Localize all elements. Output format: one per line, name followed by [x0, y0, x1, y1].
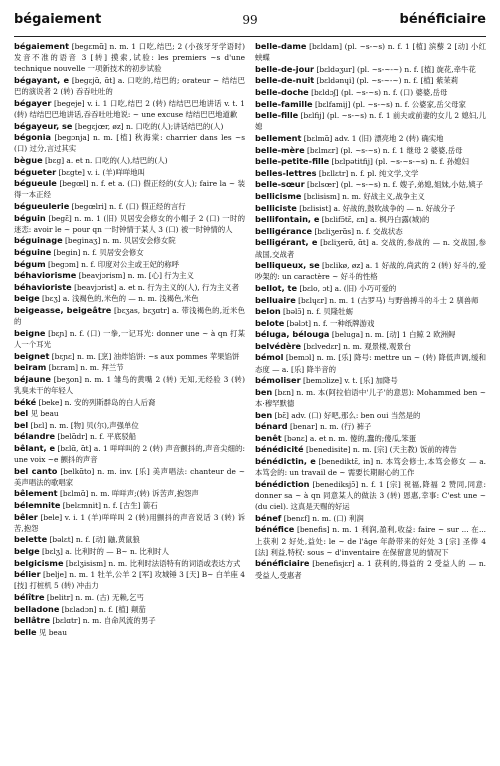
entry-definition: [belɛmnit] n. f. [古生] 箭石	[62, 501, 158, 511]
entry-headword: béhavioriste	[14, 281, 72, 292]
entry-definition: [bɛ̃] adv. (口) 好吧,那么: ben oui 当然是的	[274, 410, 421, 420]
entry-definition: [begeje] v. i. 1 口吃,结巴 2 (转) 结结巴巴地讲话 v. t. 1 (转) 结结巴巴地讲话,吞吞吐吐地说: ~ une excuse 结结巴巴地道歉	[14, 98, 245, 119]
dictionary-entry	[255, 191, 486, 202]
entry-headword: ben	[255, 386, 273, 397]
dictionary-entry	[255, 295, 486, 306]
entry-headword: béguin	[14, 212, 46, 223]
entry-definition: [bɛlmɛr] (pl. ~s-~s) n. f. 1 继母 2 婆婆,岳母	[307, 145, 463, 155]
entry-headword: béguine	[14, 246, 52, 257]
entry-definition: [bɛlikø, øz] a. 1 好战的,尚武的 2 (转) 好斗的,爱吵架的: un caractère ~ 好斗的性格	[255, 261, 486, 282]
entry-definition: [bɛlʒisism] n. m. 比利时法语特有的词语或表达方式	[65, 558, 241, 568]
entry-headword: bégueule	[14, 178, 57, 189]
entry-headword: béhaviorisme	[14, 270, 77, 281]
entry-definition: [bɛɲɛ] n. m. [烹] 油炸馅饼: ~s aux pommes 苹果馅饼	[51, 351, 240, 361]
entry-headword: bélemnite	[14, 500, 61, 511]
entry-headword: belgicisme	[14, 557, 64, 568]
dictionary-entry	[14, 155, 245, 166]
dictionary-entry	[14, 213, 245, 235]
entry-headword: bégaiement	[14, 41, 69, 51]
entry-definition: [bɛldənɥi] (pl. ~s-~-~) n. f. [植] 紫茉莉	[316, 76, 459, 86]
entry-definition: [beavjɔrism] n. m. [心] 行为主义	[78, 271, 194, 281]
dictionary-entry	[14, 488, 245, 499]
entry-headword: beigeasse, beigeâtre	[14, 304, 112, 315]
entry-definition: [bɛlifɔ̃tɛ̃, ɛn] a. 枫丹白露(城)的	[321, 215, 430, 225]
entry-definition: [beginaʒ] n. m. 贝居安会修女院	[65, 236, 176, 246]
entry-definition: [belkɑ̃to] n. m. inv. [乐] 美声唱法: chanteur de ~ 美声唱法的歌唱家	[14, 466, 245, 487]
dictionary-entry	[14, 167, 245, 178]
entry-headword: bel	[14, 419, 29, 430]
entry-headword: bémol	[255, 352, 284, 363]
entry-headword: belle-de-jour	[255, 63, 315, 74]
dictionary-entry	[14, 604, 245, 615]
dictionary-entry	[14, 431, 245, 442]
dictionary-entry	[255, 341, 486, 352]
entry-headword: benêt	[255, 432, 282, 443]
entry-headword: bellâtre	[14, 615, 51, 626]
entry-definition: [bɛlfamij] (pl. ~s-~s) n. f. 公婆家,岳父母家	[314, 99, 466, 109]
dictionary-entry	[255, 110, 486, 132]
dictionary-entry	[14, 247, 245, 258]
dictionary-entry	[255, 75, 486, 86]
entry-headword: belligérance	[255, 225, 313, 236]
entry-headword: bêlant, e	[14, 442, 56, 453]
entry-headword: bénédicité	[255, 444, 304, 455]
entry-definition: [bɛlisism] n. m. 好战主义,战争主义	[303, 191, 425, 201]
entry-headword: beige	[14, 293, 40, 304]
columns	[14, 41, 486, 759]
entry-headword: bellement	[255, 132, 302, 143]
entry-headword: bélandre	[14, 431, 56, 442]
entry-definition: [bemɔlize] v. t. [乐] 加降号	[303, 376, 398, 386]
entry-headword: bellot, te	[255, 282, 297, 293]
entry-definition: [bəlɔt] n. f. 一种纸牌游戏	[286, 318, 375, 328]
dictionary-entry	[14, 305, 245, 327]
dictionary-entry	[255, 156, 486, 167]
entry-headword: belle-de-nuit	[255, 75, 315, 86]
entry-definition: [bɛldam] (pl. ~s-~s) n. f. 1 [植] 滨藜 2 [动] 小红蛱蝶	[255, 42, 486, 63]
entry-definition: [begœl] n. f. et a. (口) 假正经的(女人); faire la ~ 装得一本正经	[14, 179, 245, 200]
entry-headword: bélître	[14, 592, 45, 603]
dictionary-entry	[14, 420, 245, 431]
entry-definition: [beluga] n. m. [动] 1 白鲸 2 欧洲鲟	[331, 330, 456, 340]
entry-definition: [bɛliʒerɑ̃, ɑ̃t] a. 交战的,参战的 — n. 交战国,参战国,交战者	[255, 238, 486, 259]
entry-definition: [belitr] n. m. (古) 无赖,乞丐	[46, 593, 144, 603]
entry-headword: bégueter	[14, 166, 57, 177]
dictionary-entry	[14, 259, 245, 270]
page-number: 99	[242, 13, 258, 27]
dictionary-entry	[255, 387, 486, 409]
entry-definition: [bɛldɔʃ] (pl. ~s-~s) n. f. (口) 婆婆,岳母	[311, 87, 448, 97]
entry-definition: [beʒon] n. m. 1 雏鸟的黄嘴 2 (转) 无知,无经验 3 (转) 乳臭未干的年轻人	[14, 374, 245, 395]
entry-headword: belligérant, e	[255, 237, 318, 248]
entry-definition: [bɛllɛtr] n. f. pl. 纯文学,文学	[318, 168, 419, 178]
dictionary-entry	[14, 443, 245, 465]
entry-headword: bénéfice	[255, 524, 295, 535]
entry-definition: [begɔm] n. f. 印度对公主或王妃的称呼	[48, 259, 180, 269]
dictionary-entry	[255, 479, 486, 513]
entry-headword: belladone	[14, 603, 60, 614]
dictionary-entry	[255, 524, 486, 558]
entry-headword: beignet	[14, 350, 50, 361]
entry-headword: bégayer	[14, 97, 52, 108]
entry-headword: bénef	[255, 512, 282, 523]
dictionary-entry	[14, 500, 245, 511]
entry-definition: [bɛlmɑ̃] adv. 1 (旧) 漂亮地 2 (转) 确实地	[303, 133, 444, 143]
entry-headword: belle-doche	[255, 86, 309, 97]
entry-headword: belon	[255, 306, 281, 317]
dictionary-entry	[14, 75, 245, 97]
dictionary-entry	[14, 201, 245, 212]
dictionary-entry	[255, 558, 486, 580]
entry-headword: béluga, bélouga	[255, 329, 330, 340]
entry-definition: [bɛlpətitfij] (pl. ~s-~s-~s) n. f. 孙媳妇	[331, 157, 469, 167]
dictionary-entry	[14, 397, 245, 408]
dictionary-entry	[255, 168, 486, 179]
entry-definition: [bɛlʒ] a. 比利时的 — B~ n. 比利时人	[42, 547, 169, 557]
entry-headword: belette	[14, 534, 48, 545]
entry-definition: [bɛldəʒur] (pl. ~s-~-~) n. f. [植] 旋花,牵牛花	[316, 64, 476, 74]
entry-headword: bénédictin, e	[255, 456, 316, 467]
entry-headword: bélier	[14, 569, 41, 580]
entry-definition: [bɛl] n. m. [物] 贝(尔),声强单位	[30, 420, 139, 430]
entry-definition: [bemɔl] n. m. [乐] 降号: mettre un ~ (转) 降低声调,缓和态度 — a. [乐] 降半音的	[255, 353, 486, 374]
dictionary-entry	[14, 569, 245, 591]
entry-definition: [bɛɲ] n. f. (口) 一拳,一记耳光: donner une ~ à qn 打某人一个耳光	[14, 328, 245, 349]
entry-definition: [benedisite] n. m. [宗] (天主教) 饭前的祷告	[305, 445, 457, 455]
entry-definition: [bɛlfij] (pl. ~s-~s) n. f. 1 前夫或前妻的女儿 2 媳妇,儿媳	[255, 111, 486, 132]
entry-headword: bégum	[14, 258, 46, 269]
dictionary-entry	[255, 410, 486, 421]
entry-definition: [beke] n. 安的列斯群岛的白人后裔	[38, 397, 156, 407]
entry-definition: [belje] n. m. 1 牡羊,公羊 2 [军] 攻城锤 3 [天] B~ 白羊座 4 [技] 打桩机 5 (转) 冲击力	[14, 570, 245, 591]
entry-headword: belvédère	[255, 340, 302, 351]
entry-definition: [begɛjœr, øz] n. 口吃的(人);讲话结巴的(人)	[74, 121, 224, 131]
entry-definition: [begɛjɑ̃, ɑ̃t] a. 口吃的,结巴的; orateur ~ 结结巴巴的演说者 2 (转) 吞吞吐吐的	[14, 76, 245, 97]
entry-definition: [bɛram] n. m. 拜兰节	[48, 363, 124, 373]
entry-definition: [bɛlo, ɔt] a. (旧) 小巧可爱的	[299, 283, 397, 293]
left-column	[14, 41, 245, 759]
entry-headword: belliciste	[255, 202, 297, 213]
entry-headword: belle	[14, 626, 37, 637]
dictionary-entry	[14, 512, 245, 534]
entry-definition: [begɔnja] n. m. [植] 秋海棠: charrier dans les ~s (口) 过分,言过其实	[14, 133, 245, 154]
entry-headword: belge	[14, 546, 40, 557]
dictionary-entry	[14, 546, 245, 557]
entry-definition: [bɛlisist] a. 好战的,鼓吹战争的 — n. 好战分子	[299, 203, 456, 213]
dictionary-entry	[14, 408, 245, 419]
entry-definition: [begɛmɑ̃] n. m. 1 口吃,结巴; 2 (小孩牙牙学语时)发音不准的语音 3 [转] 摸索,试验: les premiers ~s d'une technique nouvelle 一项新技术的初步试验	[14, 42, 245, 74]
entry-headword: béjaune	[14, 373, 51, 384]
entry-headword: belle-petite-fille	[255, 156, 330, 167]
entry-definition: [belɑ̃dr] n. f. 平底驳船	[57, 432, 137, 442]
entry-definition: [begɛ̃] n. m. 1 (旧) 贝居安会修女的小帽子 2 (口) 一时的迷恋: avoir le ~ pour qn 一时钟情于某人 3 (口) 被一时钟情的人	[14, 213, 245, 234]
dictionary-entry	[255, 283, 486, 294]
entry-headword: bellicisme	[255, 190, 302, 201]
entry-definition: [benediksjɔ̃] n. f. 1 [宗] 祝福,降福 2 赞同,同意: donner sa ~ à qn 同意某人的做法 3 (转) 恩惠,幸事: C'est une ~ (du ciel). 这真是天赐的好运	[255, 479, 486, 512]
entry-headword: belle-mère	[255, 144, 305, 155]
dictionary-entry	[255, 99, 486, 110]
entry-definition: [bɛn] n. m. 本(阿拉伯语中'儿子'的意思): Mohammed ben ~ 本·穆罕默德	[255, 387, 486, 409]
entry-definition: [benediktɛ̃, in] n. 本笃会修士,本笃会修女 — a. 本笃会的: un travail de ~ 需要长期耐心的工作	[255, 457, 486, 478]
dictionary-entry	[255, 203, 486, 214]
dictionary-entry	[14, 132, 245, 154]
entry-headword: bègue	[14, 154, 43, 165]
header-right-word: bénéficiaire	[399, 12, 486, 27]
header-left-word: bégaiement	[14, 12, 102, 27]
entry-definition: [bɛʒas, bɛʒɑtr] a. 带浅褐色的,近米色的	[14, 305, 245, 327]
dictionary-entry	[14, 98, 245, 120]
dictionary-entry	[14, 615, 245, 626]
entry-definition: [begin] n. f. 贝居安会修女	[53, 247, 144, 257]
entry-definition: [bəlɛt] n. f. [动] 鼬,黄鼠狼	[49, 535, 140, 545]
dictionary-entry	[255, 133, 486, 144]
entry-definition: [bɛg] a. et n. 口吃的(人),结巴的(人)	[45, 155, 168, 165]
entry-definition: [bɛladɔn] n. f. [植] 颠茄	[61, 604, 146, 614]
dictionary-entry	[255, 318, 486, 329]
entry-definition: [bɛlvedɛr] n. m. 观景楼,观景台	[303, 341, 412, 351]
dictionary-entry	[255, 433, 486, 444]
entry-definition: [bɛlsœr] (pl. ~s-~s) n. f. 嫂子,弟媳,姐妹,小姑,姨子	[307, 180, 484, 190]
entry-headword: belle-sœur	[255, 179, 305, 190]
entry-headword: belliqueux, se	[255, 260, 320, 271]
dictionary-entry	[14, 178, 245, 200]
entry-headword: bégayeur, se	[14, 120, 73, 131]
entry-headword: bel canto	[14, 465, 58, 476]
entry-headword: bénard	[255, 421, 288, 432]
dictionary-entry	[255, 64, 486, 75]
entry-headword: bégayant, e	[14, 75, 70, 85]
entry-headword: beigne	[14, 327, 46, 338]
entry-headword: béguinage	[14, 235, 63, 246]
entry-definition: [bəlɔ̃] n. f. 贝隆牡蛎	[283, 307, 353, 317]
dictionary-entry	[255, 260, 486, 282]
dictionary-entry	[14, 270, 245, 281]
entry-definition: 见 beau	[38, 627, 67, 637]
entry-definition: [benefis] n. m. 1 利润,盈利,收益: faire ~ sur ... 在...上获利 2 好处,益处: le ~ de l'âge 年龄带来的好处 3 [宗] 圣俸 4 [法] 利益,特权: sous ~ d'inventaire 在保留意见的情况下	[255, 525, 486, 557]
dictionary-entry	[14, 282, 245, 293]
entry-headword: bel	[14, 408, 29, 419]
dictionary-entry	[255, 444, 486, 455]
entry-definition: [bɛgte] v. i. (羊)咩咩地叫	[58, 167, 146, 177]
entry-definition: [bɛliʒerɑ̃s] n. f. 交战状态	[314, 226, 403, 236]
dictionary-entry	[14, 627, 245, 638]
dictionary-entry	[255, 41, 486, 63]
entry-headword: ben	[255, 409, 273, 420]
entry-headword: bêler	[14, 511, 38, 522]
entry-definition: [bɛʒ] a. 浅褐色的,米色的 — n. m. 浅褐色,米色	[42, 294, 199, 304]
entry-definition: [bɛlmɑ̃] n. m. 咩咩声;(转) 诉苦声,抱怨声	[59, 489, 199, 499]
page-header	[14, 12, 486, 37]
dictionary-entry	[255, 352, 486, 374]
dictionary-entry	[255, 237, 486, 259]
dictionary-entry	[14, 351, 245, 362]
entry-definition: [bənɛ] a. et n. m. 傻的,蠢的;傻瓜,笨蛋	[284, 433, 417, 443]
entry-headword: belle-famille	[255, 98, 313, 109]
dictionary-entry	[14, 235, 245, 246]
dictionary-entry	[14, 592, 245, 603]
dictionary-entry	[255, 375, 486, 386]
entry-definition: [beavjɔrist] a. et n. 行为主义的(人), 行为主义者	[74, 282, 240, 292]
dictionary-entry	[14, 362, 245, 373]
entry-definition: [begœlri] n. f. (口) 假正经的言行	[71, 201, 186, 211]
entry-definition: [bele] v. i. 1 (羊)咩咩叫 2 (转)用颤抖的声音说话 3 (转) 诉苦,抱怨	[14, 512, 245, 533]
entry-headword: belles-lettres	[255, 167, 317, 178]
entry-definition: [benar] n. m. (行) 裤子	[290, 422, 372, 432]
dictionary-entry	[14, 558, 245, 569]
dictionary-entry	[14, 41, 245, 75]
dictionary-entry	[255, 421, 486, 432]
dictionary-entry	[255, 456, 486, 478]
entry-definition: [benefisjɛr] a. 1 获利的,得益的 2 受益人的 — n. 受益人,受惠者	[255, 559, 486, 580]
entry-headword: belote	[255, 317, 285, 328]
dictionary-entry	[255, 179, 486, 190]
entry-definition: 见 beau	[30, 409, 59, 419]
dictionary-entry	[255, 226, 486, 237]
entry-headword: belle-dame	[255, 41, 307, 51]
dictionary-entry	[255, 329, 486, 340]
right-column	[255, 41, 486, 759]
entry-headword: bégueulerie	[14, 200, 70, 211]
dictionary-entry	[14, 121, 245, 132]
dictionary-entry	[14, 293, 245, 304]
entry-headword: bémoliser	[255, 375, 301, 386]
dictionary-entry	[255, 214, 486, 225]
entry-headword: belluaire	[255, 294, 296, 305]
entry-headword: beiram	[14, 362, 47, 373]
dictionary-entry	[14, 374, 245, 396]
dictionary-entry	[255, 145, 486, 156]
entry-headword: bénédiction	[255, 478, 310, 489]
entry-headword: bellifontain, e	[255, 214, 320, 225]
dictionary-entry	[14, 466, 245, 488]
dictionary-entry	[14, 534, 245, 545]
entry-headword: bégonia	[14, 132, 52, 143]
entry-headword: béké	[14, 396, 37, 407]
entry-definition: [bɛlɥɛr] n. m. 1 (古罗马) 与野兽搏斗的斗士 2 驯兽师	[298, 295, 479, 305]
entry-definition: [bɛlɑ̃, ɑ̃t] a. 1 咩咩叫的 2 (转) 声音颤抖的,声音尖细的: une voix ~e 颤抖的声音	[14, 443, 245, 465]
entry-definition: [bɛlɑtr] n. m. 自命风流的男子	[52, 616, 156, 626]
dictionary-entry	[255, 87, 486, 98]
dictionary-entry	[14, 328, 245, 350]
entry-headword: bénéficiaire	[255, 558, 310, 569]
dictionary-entry	[255, 513, 486, 524]
entry-headword: belle-fille	[255, 110, 299, 121]
entry-definition: [benɛf] n. m. (口) 利润	[283, 513, 364, 523]
dictionary-entry	[255, 306, 486, 317]
entry-headword: bêlement	[14, 488, 58, 499]
